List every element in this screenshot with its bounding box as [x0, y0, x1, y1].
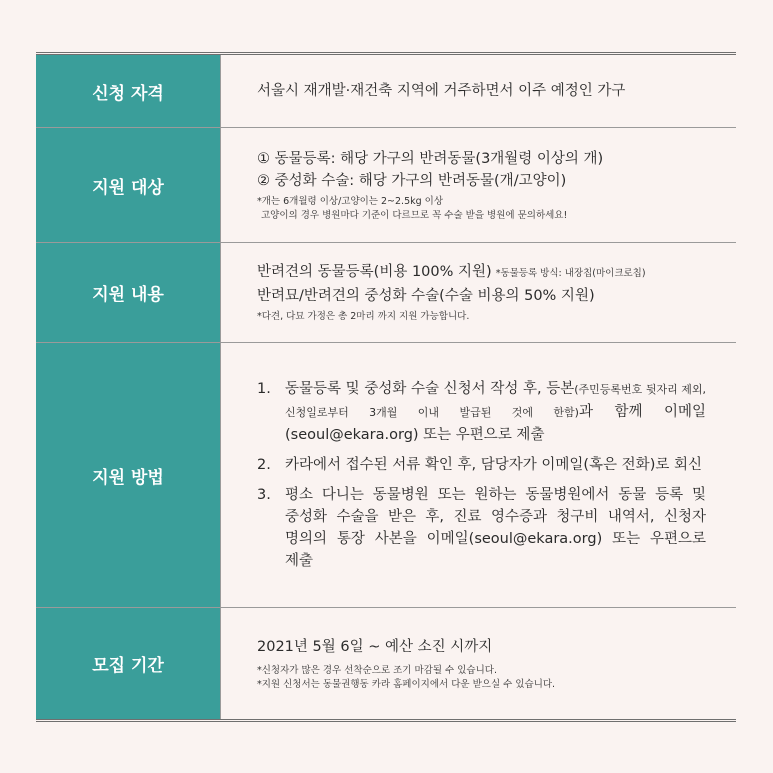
period-note-1: *신청자가 많은 경우 선착순으로 조기 마감될 수 있습니다. — [257, 664, 497, 676]
method-item-1-text-a: 동물등록 및 중성화 수술 신청서 작성 후, 등본 — [285, 381, 575, 397]
info-table — [36, 52, 736, 722]
method-item-2-num: 2. — [257, 457, 271, 473]
row-period — [36, 608, 736, 719]
method-item-1-text-small: (주민등록번호 뒷자리 제외, 신청일로부터 3개월 이내 발급된 것에 한함) — [285, 383, 707, 419]
row-eligibility — [36, 55, 736, 128]
content-line-1 — [257, 261, 718, 285]
target-header: 지원 대상 — [36, 128, 221, 242]
row-method — [36, 343, 736, 608]
method-item-1-text — [285, 378, 706, 446]
target-line-2: ② 중성화 수술: 해당 가구의 반려동물(개/고양이) — [257, 172, 567, 189]
method-item-1-num: 1. — [257, 381, 271, 397]
content-line-2: 반려묘/반려견의 중성화 수술(수술 비용의 50% 지원) — [257, 288, 595, 304]
method-item-3-text: 평소 다니는 동물병원 또는 원하는 동물병원에서 동물 등록 및 중성화 수술을 받은 후, 진료 영수증과 청구비 내역서, 신청자 명의의 통장 사본을 이메일(seoul@ekara.org) 또는 우편으로 제출 — [285, 487, 706, 569]
eligibility-header: 신청 자격 — [36, 55, 221, 127]
content-cell — [221, 243, 736, 342]
period-line-1: 2021년 5월 6일 ~ 예산 소진 시까지 — [257, 638, 493, 655]
content-line-1-text: 반려견의 동물등록(비용 100% 지원) — [257, 264, 492, 280]
method-header: 지원 방법 — [36, 343, 221, 607]
target-cell — [221, 128, 736, 242]
target-note-2: 고양이의 경우 병원마다 기준이 다르므로 꼭 수술 받을 병원에 문의하세요! — [261, 209, 568, 221]
period-cell — [221, 608, 736, 719]
content-header: 지원 내용 — [36, 243, 221, 342]
row-content — [36, 243, 736, 343]
method-item-3 — [257, 484, 706, 572]
method-item-2 — [257, 454, 706, 476]
period-header: 모집 기간 — [36, 608, 221, 719]
period-note-2: *지원 신청서는 동물권행동 카라 홈페이지에서 다운 받으실 수 있습니다. — [257, 678, 556, 690]
row-target — [36, 128, 736, 243]
content-note: *다견, 다묘 가정은 총 2마리 까지 지원 가능합니다. — [257, 311, 470, 322]
content-line-1-note: *동물등록 방식: 내장칩(마이크로칩) — [495, 268, 646, 279]
method-item-1-text-b: 과 함께 이메일(seoul@ekara.org) 또는 우편으로 제출 — [285, 404, 707, 443]
method-item-3-num: 3. — [257, 487, 271, 503]
method-item-1 — [257, 378, 706, 446]
method-cell — [221, 343, 736, 607]
method-item-2-text: 카라에서 접수된 서류 확인 후, 담당자가 이메일(혹은 전화)로 회신 — [285, 457, 702, 473]
method-list — [257, 378, 706, 572]
eligibility-cell — [221, 55, 736, 127]
target-line-1: ① 동물등록: 해당 가구의 반려동물(3개월령 이상의 개) — [257, 150, 604, 167]
target-note-1: *개는 6개월령 이상/고양이는 2~2.5kg 이상 — [257, 195, 444, 207]
eligibility-text: 서울시 재개발·재건축 지역에 거주하면서 이주 예정인 가구 — [257, 83, 626, 99]
